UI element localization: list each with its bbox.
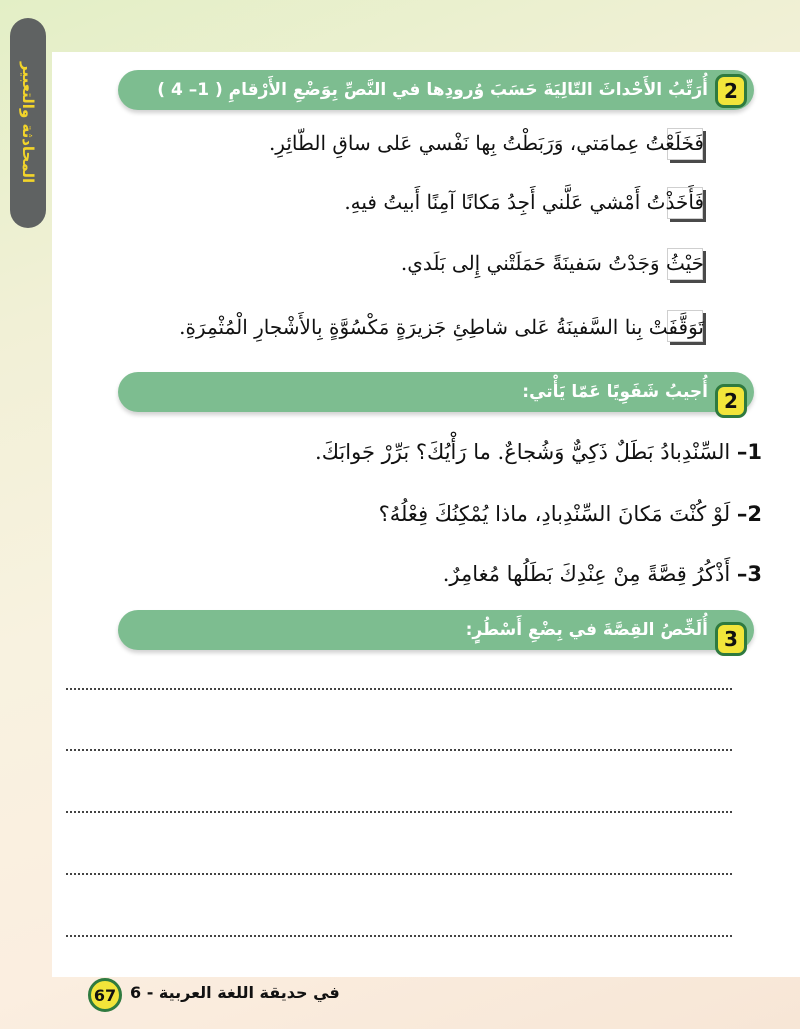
question-2-number: 2– [736, 502, 762, 526]
event-item-4: تَوَقَّفَتْ بِنا السَّفينَةُ عَلى شاطِئِ جَزيرَةٍ مَكْسُوَّةٍ بِالأَشْجارِ الْمُثْمِرَةِ. [179, 315, 704, 339]
section1-title: أُرَتِّبُ الأَحْداثَ التّالِيَةَ حَسَبَ وُرودِها في النَّصِّ بِوَضْعِ الأَرْقامِ ( 1– 4 ) [157, 80, 708, 100]
writing-line-1[interactable] [66, 688, 732, 690]
event-item-2: فَأَخَذْتُ أَمْشي عَلَّني أَجِدُ مَكانًا آمِنًا أَبيتُ فيهِ. [344, 190, 704, 214]
book-title: في حديقة اللغة العربية - 6 [130, 983, 340, 1002]
section-side-tab [10, 18, 46, 228]
event-item-1: فَخَلَعْتُ عِمامَتي، وَرَبَطْتُ بِها نَفْسي عَلى ساقِ الطّائِرِ. [268, 131, 704, 155]
writing-line-2[interactable] [66, 749, 732, 751]
question-3 [122, 562, 762, 586]
side-tab-label: المحادثة والتعبير [19, 62, 37, 184]
section2-title: أُجيبُ شَفَوِيًا عَمّا يَأْتي: [522, 382, 708, 402]
section3-title: أُلَخِّصُ القِصَّةَ في بِضْعِ أَسْطُرٍ: [465, 620, 708, 640]
writing-line-4[interactable] [66, 873, 732, 875]
question-3-number: 3– [736, 562, 762, 586]
section2-banner [118, 372, 754, 412]
question-2-text: لَوْ كُنْتَ مَكانَ السِّنْدِبادِ، ماذا يُمْكِنُكَ فِعْلُهُ؟ [378, 502, 731, 526]
section3-badge: 3 [715, 622, 747, 656]
page-number-badge: 67 [88, 978, 122, 1012]
section1-badge: 2 [715, 74, 747, 108]
writing-line-5[interactable] [66, 935, 732, 937]
writing-line-3[interactable] [66, 811, 732, 813]
question-1-number: 1– [736, 440, 762, 464]
question-2 [122, 502, 762, 526]
question-1 [122, 440, 762, 464]
section2-badge: 2 [715, 384, 747, 418]
section3-banner [118, 610, 754, 650]
question-1-text: السِّنْدِبادُ بَطَلٌ ذَكِيٌّ وَشُجاعٌ. ما رَأْيُكَ؟ بَرِّرْ جَوابَكَ. [315, 440, 731, 464]
question-3-text: أَذْكُرُ قِصَّةً مِنْ عِنْدِكَ بَطَلُها مُغامِرٌ. [442, 562, 731, 586]
event-item-3: حَيْثُ وَجَدْتُ سَفينَةً حَمَلَتْني إِلى بَلَدي. [400, 251, 704, 275]
section1-banner [118, 70, 754, 110]
